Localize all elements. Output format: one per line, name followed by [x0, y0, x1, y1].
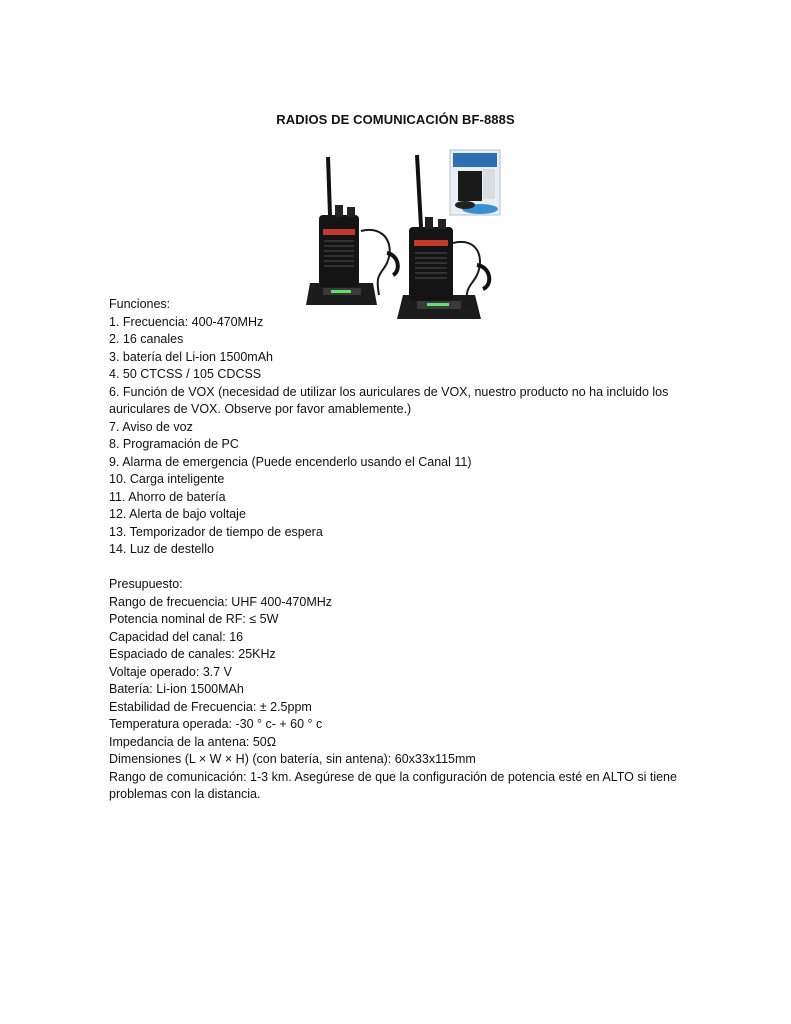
list-item: 14. Luz de destello	[109, 542, 214, 556]
list-item: 8. Programación de PC	[109, 437, 239, 451]
list-item: 6. Función de VOX (necesidad de utilizar los auriculares de VOX, nuestro producto no ha incluido los auriculares de VOX. Observe por favor amablemente.)	[109, 384, 669, 416]
spec-item: Dimensiones (L × W × H) (con batería, sin antena): 60x33x115mm	[109, 752, 476, 766]
spec-item: Batería: Li-ion 1500MAh	[109, 682, 244, 696]
spec-item: Rango de frecuencia: UHF 400-470MHz	[109, 594, 333, 609]
document-title: RADIOS DE COMUNICACIÓN BF-888S	[276, 112, 515, 127]
spec-item: Potencia nominal de RF: ≤ 5W	[109, 612, 279, 626]
list-item: 3. batería del Li-ion 1500mAh	[109, 349, 273, 364]
spec-item: Estabilidad de Frecuencia: ± 2.5ppm	[109, 699, 312, 714]
list-item: 2. 16 canales	[109, 332, 184, 346]
list-item: 9. Alarma de emergencia (Puede encenderlo usando el Canal 11)	[109, 454, 472, 469]
spec-item: Espaciado de canales: 25KHz	[109, 647, 276, 661]
spec-item: Temperatura operada: -30 ° c- + 60 ° c	[109, 717, 323, 731]
list-item: 4. 50 CTCSS / 105 CDCSS	[109, 367, 262, 381]
spec-item: Voltaje operado: 3.7 V	[109, 664, 233, 679]
package-box-image	[450, 150, 500, 215]
specs-heading: Presupuesto:	[109, 577, 183, 591]
list-item: 13. Temporizador de tiempo de espera	[109, 524, 323, 539]
list-item: 1. Frecuencia: 400-470MHz	[109, 314, 264, 329]
list-item: 7. Aviso de voz	[109, 419, 193, 434]
specs-section	[109, 576, 689, 804]
list-item: 10. Carga inteligente	[109, 472, 225, 486]
spec-item: Rango de comunicación: 1-3 km. Asegúrese de que la configuración de potencia esté en ALTO si tiene problemas con la distancia.	[109, 769, 677, 801]
spec-item: Capacidad del canal: 16	[109, 629, 244, 644]
features-heading: Funciones:	[109, 297, 171, 311]
spec-item: Impedancia de la antena: 50Ω	[109, 734, 277, 749]
list-item: 12. Alerta de bajo voltaje	[109, 507, 246, 521]
features-section	[109, 296, 689, 559]
list-item: 11. Ahorro de batería	[109, 489, 226, 504]
left-radio-image	[306, 157, 398, 305]
